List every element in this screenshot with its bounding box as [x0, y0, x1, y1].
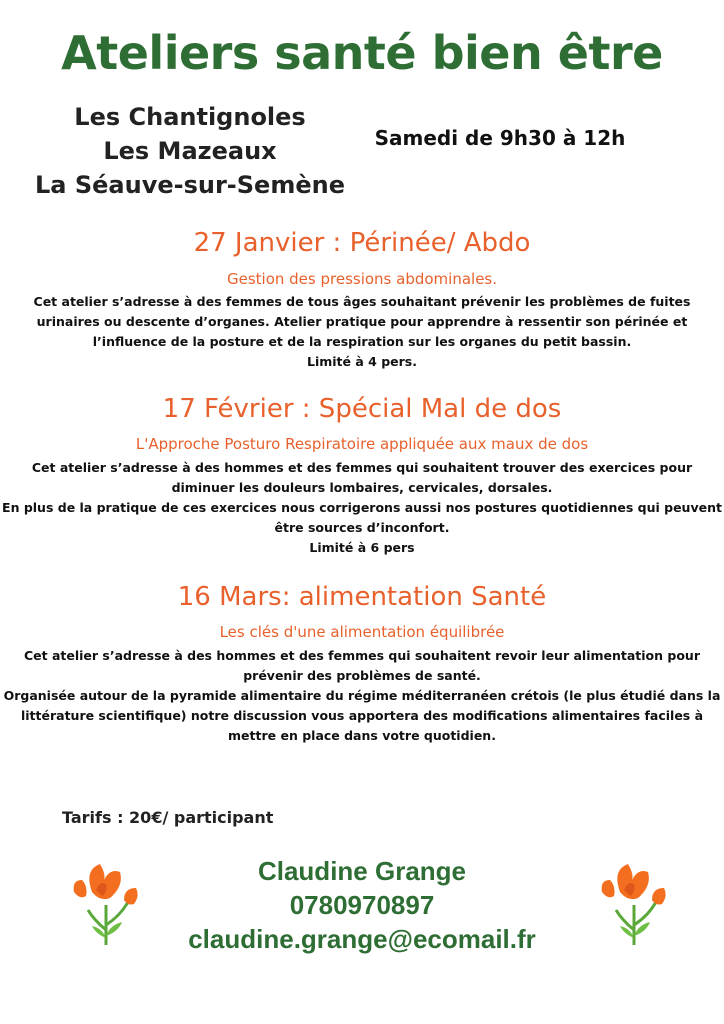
section-3-paragraph-2: Organisée autour de la pyramide alimentaire du régime méditerranéen crétois (le plus étudié dans la littérature scientifique) notre discussion vous apportera des modifications alimentaires faciles à mettre en place dans votre quotidien. [3, 688, 721, 743]
contact-email[interactable]: claudine.grange@ecomail.fr [188, 924, 536, 954]
section-1-limit: Limité à 4 pers. [307, 354, 417, 369]
contact-block [150, 854, 574, 956]
section-3-title: 16 Mars: alimentation Santé [177, 582, 547, 612]
section-3-paragraph-1: Cet atelier s’adresse à des hommes et des femmes qui souhaitent revoir leur alimentation pour prévenir des problèmes de santé. [23, 648, 700, 683]
section-1-body [2, 292, 722, 372]
contact-phone: 0780970897 [289, 890, 435, 920]
section-2-subtitle: L'Approche Posturo Respiratoire appliquée aux maux de dos [135, 435, 589, 453]
section-1-paragraph-1: Cet atelier s’adresse à des femmes de tous âges souhaitant prévenir les problèmes de fuites urinaires ou descente d’organes. Atelier pratique pour apprendre à ressentir son périnée et l’influence de la posture et de la respiration sur les organes du petit bassin. [33, 294, 691, 349]
location-1: Les Chantignoles [74, 103, 306, 131]
pricing-text: Tarifs : 20€/ participant [62, 808, 274, 827]
section-2-limit: Limité à 6 pers [309, 540, 415, 555]
section-2-body [2, 458, 722, 558]
locations-list [20, 100, 360, 202]
section-3-body [2, 646, 722, 746]
location-2: Les Mazeaux [103, 137, 277, 165]
section-2-title: 17 Février : Spécial Mal de dos [162, 394, 562, 424]
orange-flower-icon [594, 850, 674, 950]
contact-name: Claudine Grange [257, 856, 467, 886]
section-2-paragraph-1: Cet atelier s’adresse à des hommes et des femmes qui souhaitent trouver des exercices pour diminuer les douleurs lombaires, cervicales, dorsales. [31, 460, 693, 495]
section-2-paragraph-2: En plus de la pratique de ces exercices nous corrigerons aussi nos postures quotidiennes qui peuvent être sources d’inconfort. [2, 500, 722, 535]
orange-flower-icon [66, 850, 146, 950]
section-1-title: 27 Janvier : Périnée/ Abdo [193, 228, 531, 258]
page-title: Ateliers santé bien être [61, 26, 663, 80]
schedule-text: Samedi de 9h30 à 12h [374, 126, 626, 150]
location-3: La Séauve-sur-Semène [35, 171, 345, 199]
section-1-subtitle: Gestion des pressions abdominales. [226, 270, 498, 288]
section-3-subtitle: Les clés d'une alimentation équilibrée [219, 623, 505, 641]
